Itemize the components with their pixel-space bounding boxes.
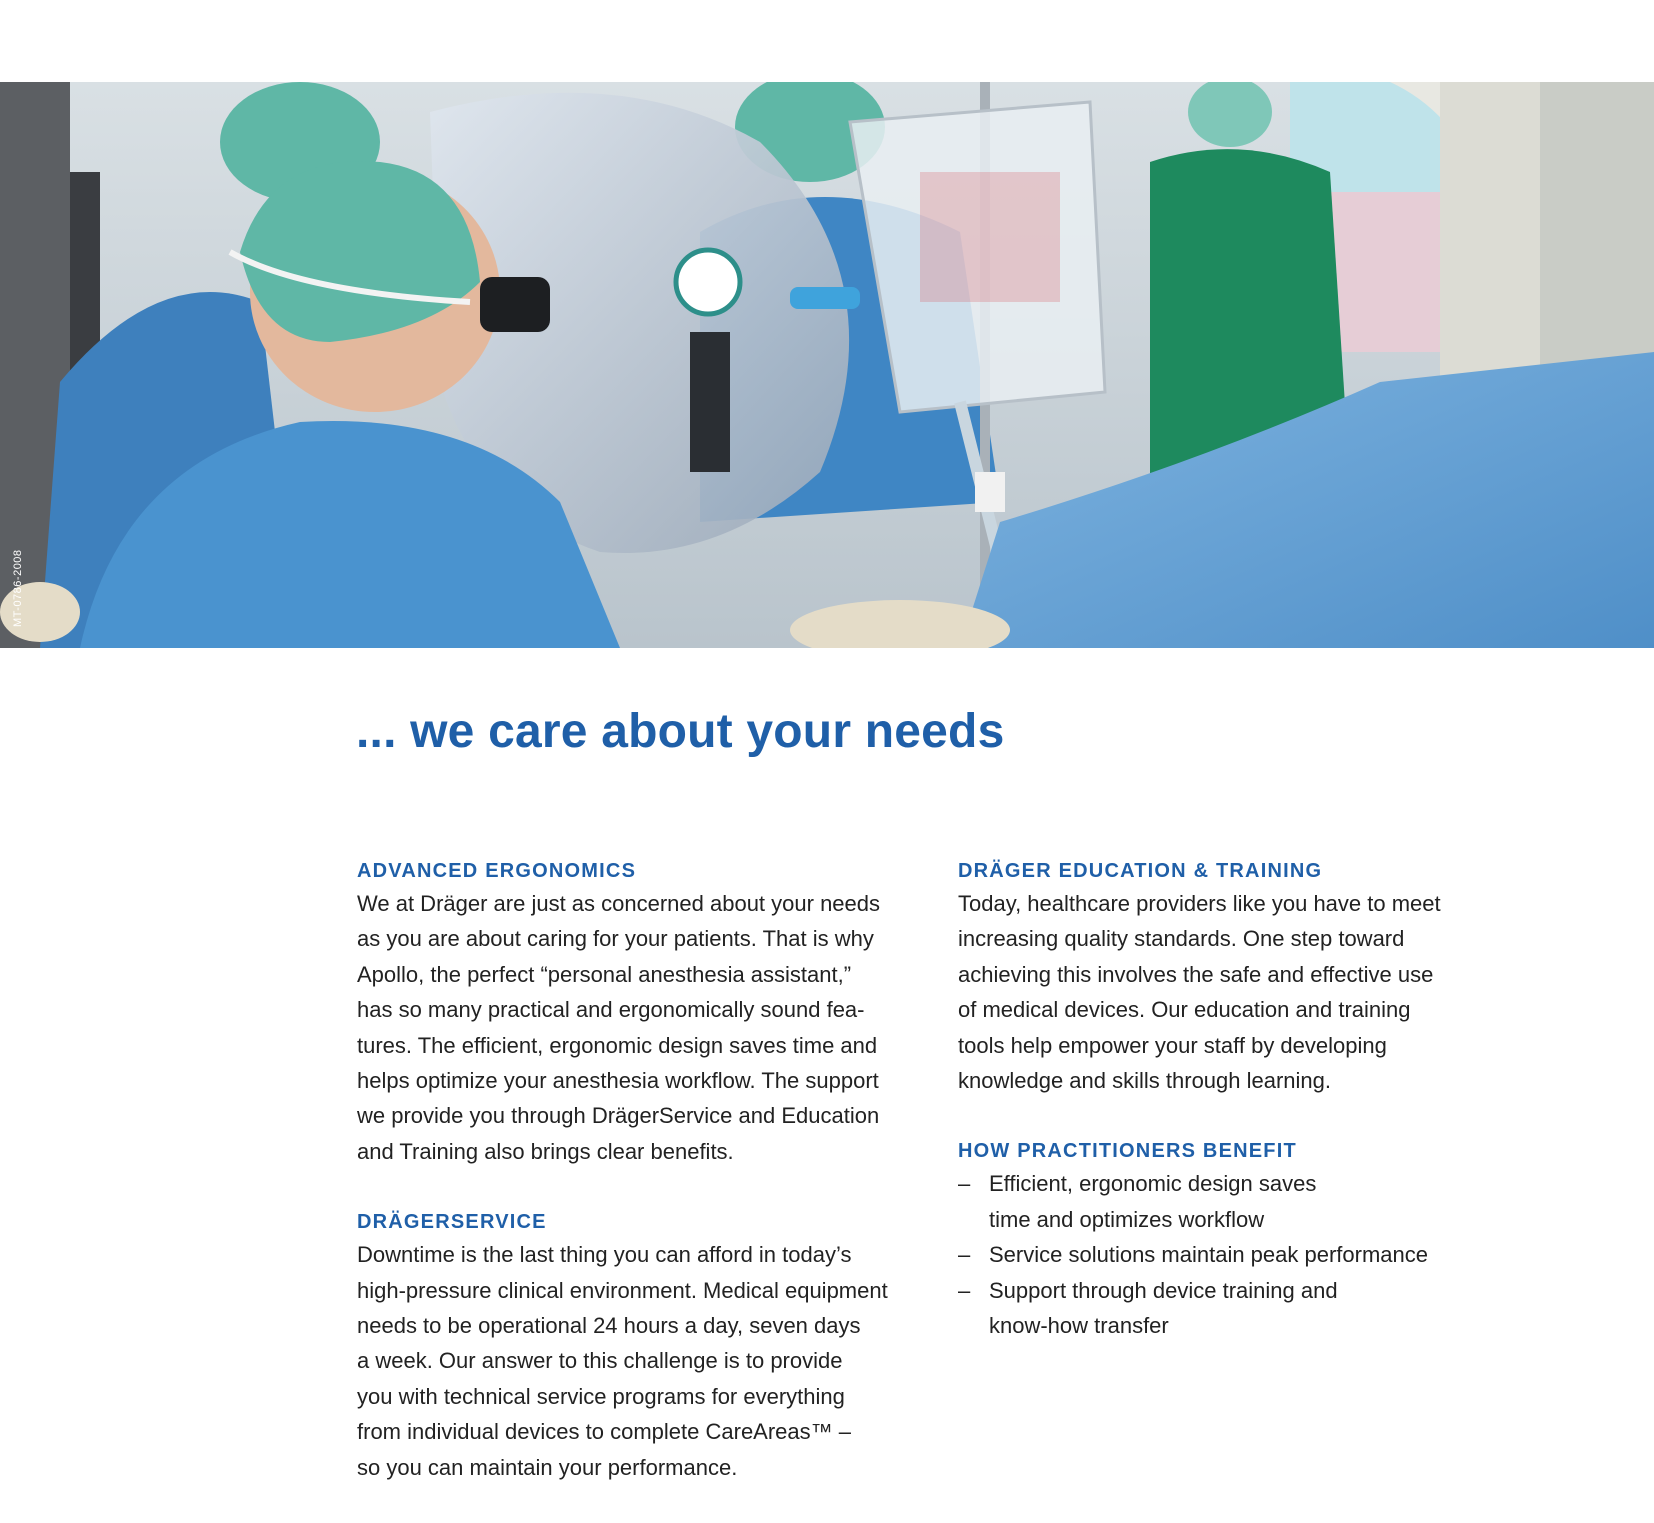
benefits-list bbox=[958, 1166, 1558, 1343]
eyepiece bbox=[480, 277, 550, 332]
paragraph-education: Today, healthcare providers like you have to meet increasing quality standards. One step toward achieving this involves the safe and effective use of medical devices. Our education and training tools help empower your staff by developing knowledge and skills through learning. bbox=[958, 891, 1441, 1094]
list-item: – Efficient, ergonomic design saves time and optimizes workflow bbox=[958, 1166, 1558, 1237]
section-title-education: DRÄGER EDUCATION & TRAINING bbox=[958, 860, 1323, 882]
microscope-logo bbox=[676, 250, 740, 314]
paragraph-service: Downtime is the last thing you can afford in today’s high-pressure clinical environment. Medical equipment needs to be operational 24 hours a day, seven days a week. Our answer to this challenge is to provide you with technical service programs for everything from individual devices to complete CareAreas™ – so you can maintain your performance. bbox=[357, 1242, 888, 1480]
photo-credit: MT-0786-2008 bbox=[12, 549, 24, 627]
operating-room-photo bbox=[0, 82, 1654, 648]
list-item: – Support through device training and know-how transfer bbox=[958, 1273, 1558, 1344]
left-column bbox=[357, 856, 937, 1523]
section-title-service: DRÄGERSERVICE bbox=[357, 1211, 547, 1234]
right-column bbox=[958, 856, 1558, 1343]
section-title-ergonomics: ADVANCED ERGONOMICS bbox=[357, 860, 637, 882]
list-item: – Service solutions maintain peak performance bbox=[958, 1237, 1558, 1272]
section-title-benefits: HOW PRACTITIONERS BENEFIT bbox=[958, 1140, 1297, 1163]
surgery-scene-illustration bbox=[0, 82, 1654, 648]
paragraph-ergonomics: We at Dräger are just as concerned about your needs as you are about caring for your patients. That is why Apollo, the perfect “personal anesthesia assistant,” has so many practical and ergonomically sound fea- tures. The efficient, ergonomic design saves time and helps optimize your anesthesia workflow. The support we provide you through DrägerService and Education and Training also brings clear benefits. bbox=[357, 891, 881, 1164]
page-headline: ... we care about your needs bbox=[356, 705, 1005, 758]
